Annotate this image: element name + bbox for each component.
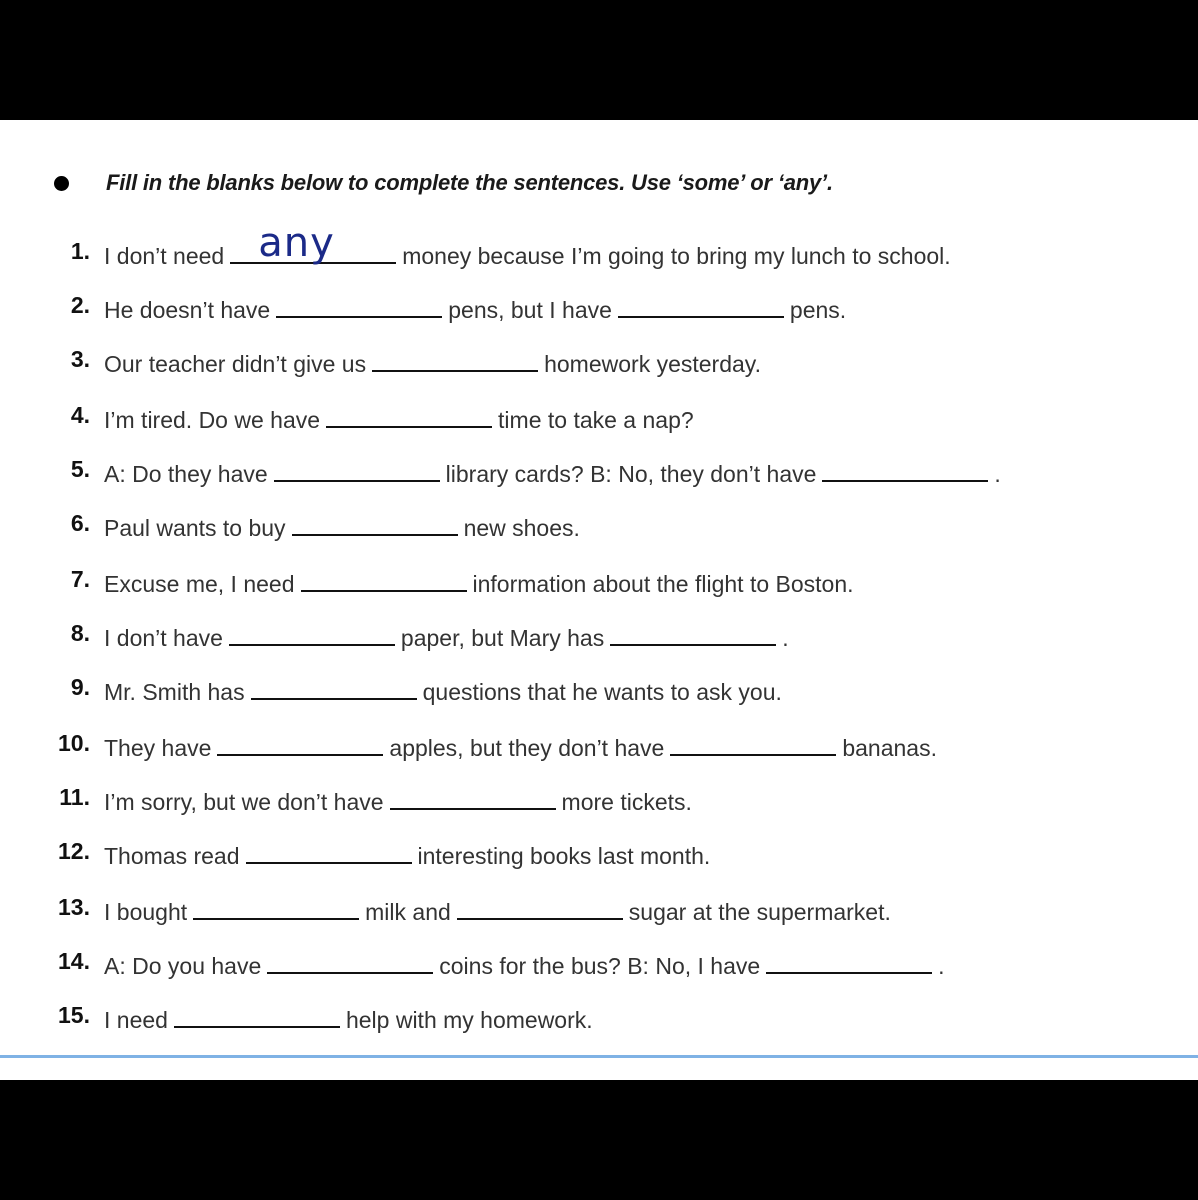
- answer-blank[interactable]: [301, 566, 467, 592]
- answer-blank[interactable]: [610, 620, 776, 646]
- item-number: 5.: [70, 456, 90, 482]
- item-number: 11.: [59, 784, 90, 810]
- item-number: 13.: [58, 894, 90, 920]
- answer-blank[interactable]: [229, 620, 395, 646]
- sentence-text: Our teacher didn’t give us: [104, 351, 367, 377]
- sentence-text: I don’t need: [104, 243, 225, 269]
- item-number: 15.: [58, 1002, 90, 1028]
- answer-blank[interactable]: [217, 730, 383, 756]
- item-number: 10.: [58, 730, 90, 756]
- sentence: [104, 620, 789, 652]
- item-number: 14.: [58, 948, 90, 974]
- answer-blank[interactable]: [230, 220, 396, 266]
- sentence: [104, 730, 937, 762]
- item-number: 4.: [70, 402, 90, 428]
- answer-blank[interactable]: [326, 402, 492, 428]
- sentence: [104, 402, 694, 434]
- sentence: [104, 292, 846, 324]
- sentence-text: pens.: [789, 297, 847, 323]
- sentence: [104, 510, 580, 542]
- item-number: 6.: [70, 510, 90, 536]
- sentence-text: apples, but they don’t have: [389, 735, 665, 761]
- answer-blank[interactable]: [292, 510, 458, 536]
- sentence-text: money because I’m going to bring my lunch to school.: [402, 243, 951, 269]
- answer-blank[interactable]: [670, 730, 836, 756]
- sentence-text: I bought: [104, 899, 188, 925]
- bullet-icon: [54, 176, 69, 191]
- item-number: 1.: [70, 238, 90, 264]
- sentence-text: homework yesterday.: [544, 351, 761, 377]
- sentence-text: Thomas read: [104, 843, 240, 869]
- answer-blank[interactable]: [251, 674, 417, 700]
- worksheet-page: [0, 120, 1198, 1080]
- sentence-text: .: [994, 461, 1001, 487]
- sentence-text: questions that he wants to ask you.: [422, 679, 782, 705]
- sentence-text: I’m sorry, but we don’t have: [104, 789, 384, 815]
- sentence-text: They have: [104, 735, 212, 761]
- item-number: 3.: [70, 346, 90, 372]
- sentence-text: .: [938, 953, 945, 979]
- divider: [0, 1055, 1198, 1058]
- sentence: [104, 894, 891, 926]
- sentence-text: Mr. Smith has: [104, 679, 245, 705]
- sentence: [104, 1002, 593, 1034]
- sentence-text: coins for the bus? B: No, I have: [439, 953, 761, 979]
- item-number: 9.: [70, 674, 90, 700]
- sentence-text: sugar at the supermarket.: [628, 899, 891, 925]
- sentence: [104, 784, 692, 816]
- sentence-text: library cards? B: No, they don’t have: [445, 461, 817, 487]
- sentence: [104, 346, 761, 378]
- answer-blank[interactable]: [766, 948, 932, 974]
- sentence: [104, 220, 951, 270]
- sentence-text: new shoes.: [463, 515, 580, 541]
- sentence-text: He doesn’t have: [104, 297, 271, 323]
- answer-blank[interactable]: [457, 894, 623, 920]
- handwritten-answer: any: [258, 220, 335, 266]
- sentence-text: milk and: [365, 899, 451, 925]
- sentence: [104, 838, 710, 870]
- answer-blank[interactable]: [274, 456, 440, 482]
- answer-blank[interactable]: [193, 894, 359, 920]
- sentence: [104, 948, 945, 980]
- sentence-text: interesting books last month.: [417, 843, 711, 869]
- answer-blank[interactable]: [372, 346, 538, 372]
- sentence-text: .: [782, 625, 789, 651]
- item-number: 2.: [70, 292, 90, 318]
- answer-blank[interactable]: [276, 292, 442, 318]
- answer-blank[interactable]: [618, 292, 784, 318]
- answer-blank[interactable]: [822, 456, 988, 482]
- item-number: 8.: [70, 620, 90, 646]
- sentence: [104, 674, 782, 706]
- answer-blank[interactable]: [390, 784, 556, 810]
- item-number: 7.: [70, 566, 90, 592]
- sentence-text: A: Do they have: [104, 461, 268, 487]
- sentence-text: help with my homework.: [345, 1007, 593, 1033]
- answer-blank[interactable]: [174, 1002, 340, 1028]
- sentence-text: more tickets.: [561, 789, 692, 815]
- sentence-text: bananas.: [842, 735, 937, 761]
- sentence-text: Excuse me, I need: [104, 571, 295, 597]
- sentence-text: pens, but I have: [448, 297, 612, 323]
- item-number: 12.: [58, 838, 90, 864]
- sentence-text: paper, but Mary has: [400, 625, 605, 651]
- sentence-text: I’m tired. Do we have: [104, 407, 321, 433]
- instruction-text: Fill in the blanks below to complete the sentences. Use ‘some’ or ‘any’.: [106, 170, 833, 195]
- answer-blank[interactable]: [246, 838, 412, 864]
- sentence-text: time to take a nap?: [498, 407, 694, 433]
- sentence: [104, 566, 854, 598]
- sentence-text: A: Do you have: [104, 953, 262, 979]
- sentence-text: information about the flight to Boston.: [472, 571, 854, 597]
- sentence-text: I need: [104, 1007, 168, 1033]
- sentence-text: I don’t have: [104, 625, 223, 651]
- answer-blank[interactable]: [267, 948, 433, 974]
- sentence-text: Paul wants to buy: [104, 515, 286, 541]
- sentence: [104, 456, 1001, 488]
